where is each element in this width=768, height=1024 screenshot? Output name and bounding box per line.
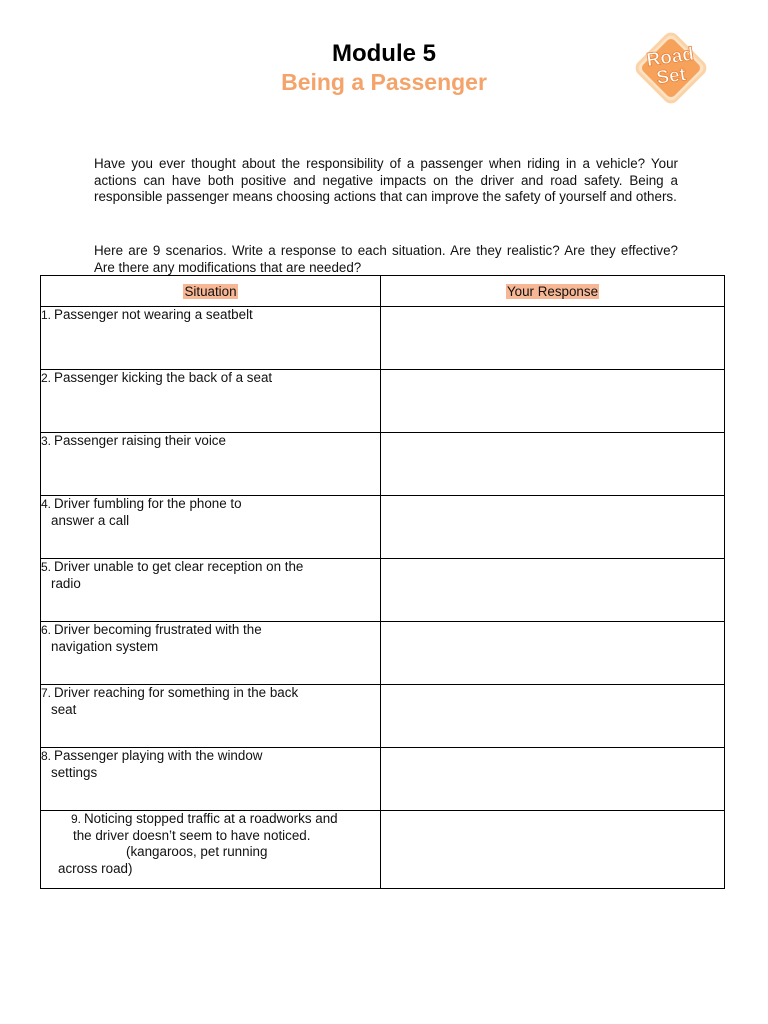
situation-cell: 3. Passenger raising their voice (41, 433, 381, 496)
response-cell[interactable] (381, 496, 725, 559)
table-row (41, 622, 725, 685)
logo-word-road: Road (645, 43, 696, 72)
response-cell[interactable] (381, 811, 725, 889)
response-cell[interactable] (381, 433, 725, 496)
situation-cell: 6. Driver becoming frustrated with the navigation system (41, 622, 381, 685)
column-header-response: Your Response (381, 276, 725, 307)
response-cell[interactable] (381, 559, 725, 622)
roadset-logo (626, 26, 716, 110)
column-header-situation: Situation (41, 276, 381, 307)
instructions-paragraph: Here are 9 scenarios. Write a response to each situation. Are they realistic? Are they effective? Are there any modifications that are needed? (94, 243, 678, 275)
table-row (41, 748, 725, 811)
intro-paragraph: Have you ever thought about the responsibility of a passenger when riding in a vehicle? Your actions can have both positive and negative impacts on the driver and road safety. Being a responsible passenger means choosing actions that can improve the safety of yourself and others. (94, 156, 678, 205)
situation-cell: 7. Driver reaching for something in the back seat (41, 685, 381, 748)
response-cell[interactable] (381, 622, 725, 685)
situation-cell: 9. Noticing stopped traffic at a roadworks and the driver doesn’t seem to have noticed. (kangaroos, pet running across road) (41, 811, 381, 889)
situation-cell: 8. Passenger playing with the window settings (41, 748, 381, 811)
response-cell[interactable] (381, 370, 725, 433)
module-title: Module 5 (331, 40, 436, 67)
situation-cell: 2. Passenger kicking the back of a seat (41, 370, 381, 433)
logo-word-set: Set (655, 64, 688, 90)
table-row (41, 496, 725, 559)
response-cell[interactable] (381, 685, 725, 748)
module-subtitle: Being a Passenger (281, 69, 487, 95)
table-row (41, 685, 725, 748)
scenario-table (40, 275, 725, 889)
situation-cell: 1. Passenger not wearing a seatbelt (41, 307, 381, 370)
table-header-row (41, 276, 725, 307)
table-row (41, 307, 725, 370)
table-row (41, 559, 725, 622)
situation-cell: 5. Driver unable to get clear reception on the radio (41, 559, 381, 622)
table-row (41, 370, 725, 433)
table-row (41, 811, 725, 889)
situation-cell: 4. Driver fumbling for the phone to answer a call (41, 496, 381, 559)
table-row (41, 433, 725, 496)
response-cell[interactable] (381, 748, 725, 811)
response-cell[interactable] (381, 307, 725, 370)
